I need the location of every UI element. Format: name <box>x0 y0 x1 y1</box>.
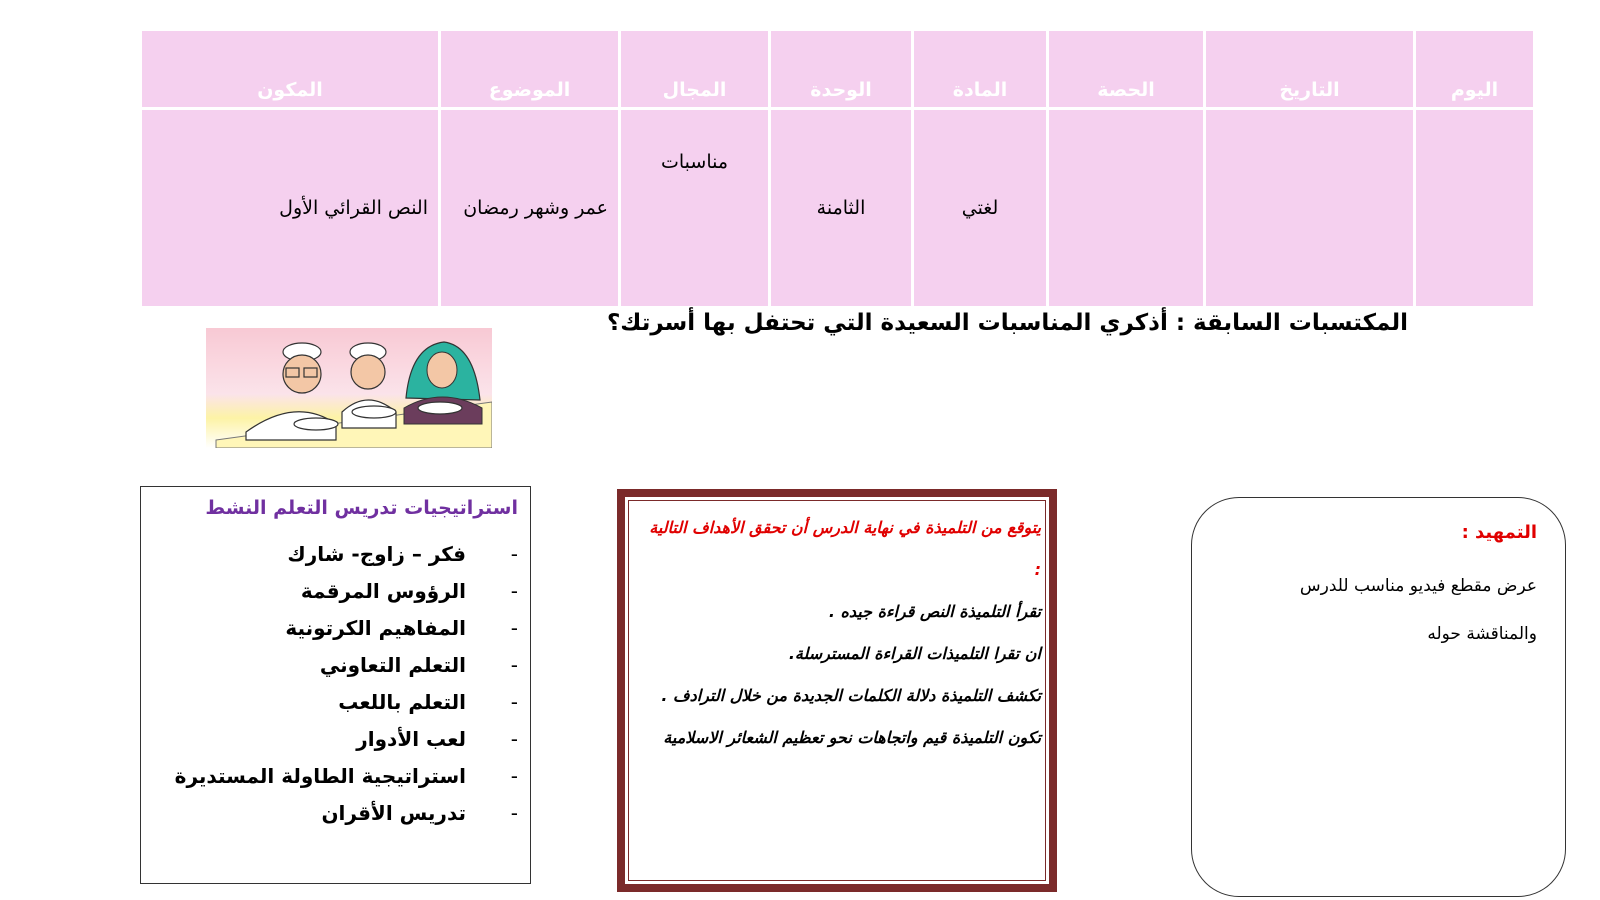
bullet: - <box>510 727 518 751</box>
col-day: اليوم <box>1415 30 1535 109</box>
cell-domain: مناسبات <box>620 109 770 308</box>
strategy-label: التعلم باللعب <box>338 690 466 714</box>
intro-box <box>1191 497 1566 897</box>
objective-item: تقرأ التلميذة النص قراءة جيده . <box>828 602 1041 621</box>
lesson-header-table <box>139 28 1536 309</box>
col-component: المكون <box>141 30 440 109</box>
objectives-text <box>641 507 1041 759</box>
intro-body: عرض مقطع فيديو مناسب للدرس والمناقشة حوله <box>1299 576 1537 644</box>
objectives-heading: يتوقع من التلميذة في نهاية الدرس أن تحقق الأهداف التالية : <box>649 518 1041 579</box>
list-item <box>175 653 518 690</box>
objectives-box <box>617 489 1057 892</box>
cell-period <box>1048 109 1205 308</box>
col-domain: المجال <box>620 30 770 109</box>
strategy-label: تدريس الأقران <box>321 801 466 825</box>
bullet: - <box>510 653 518 677</box>
bullet: - <box>510 801 518 825</box>
strategies-title: استراتيجيات تدريس التعلم النشط <box>205 497 518 519</box>
family-eating-illustration <box>206 328 492 448</box>
col-date: التاريخ <box>1205 30 1415 109</box>
strategies-list <box>175 542 518 838</box>
prior-knowledge-heading: المكتسبات السابقة : أذكري المناسبات السعيدة التي تحتفل بها أسرتك؟ <box>606 310 1408 336</box>
strategy-label: استراتيجية الطاولة المستديرة <box>174 764 466 788</box>
strategy-label: المفاهيم الكرتونية <box>285 616 466 640</box>
bullet: - <box>510 542 518 566</box>
strategy-label: التعلم التعاوني <box>319 653 466 677</box>
objective-item: ان تقرا التلميذات القراءة المسترسلة. <box>788 644 1041 663</box>
objective-item: تكون التلميذة قيم واتجاهات نحو تعظيم الشعائر الاسلامية <box>663 728 1041 747</box>
col-topic: الموضوع <box>440 30 620 109</box>
cell-day <box>1415 109 1535 308</box>
strategies-box <box>140 486 531 884</box>
objective-item: تكشف التلميذة دلالة الكلمات الجديدة من خلال الترادف . <box>661 686 1041 705</box>
list-item <box>175 690 518 727</box>
col-unit: الوحدة <box>770 30 913 109</box>
header-row <box>141 30 1535 109</box>
cell-date <box>1205 109 1415 308</box>
bullet: - <box>510 579 518 603</box>
cell-subject: لغتي <box>913 109 1048 308</box>
list-item <box>175 801 518 838</box>
bullet: - <box>510 764 518 788</box>
strategy-label: لعب الأدوار <box>356 727 466 751</box>
strategy-label: فكر – زاوج- شارك <box>287 542 466 566</box>
cell-topic: عمر وشهر رمضان <box>440 109 620 308</box>
cell-component: النص القرائي الأول <box>141 109 440 308</box>
values-row <box>141 109 1535 308</box>
col-period: الحصة <box>1048 30 1205 109</box>
list-item <box>175 542 518 579</box>
bullet: - <box>510 616 518 640</box>
list-item <box>175 616 518 653</box>
strategy-label: الرؤوس المرقمة <box>300 579 466 603</box>
intro-title: التمهيد : <box>1461 522 1537 543</box>
list-item <box>175 727 518 764</box>
cell-unit: الثامنة <box>770 109 913 308</box>
bullet: - <box>510 690 518 714</box>
col-subject: المادة <box>913 30 1048 109</box>
list-item <box>175 579 518 616</box>
list-item <box>175 764 518 801</box>
